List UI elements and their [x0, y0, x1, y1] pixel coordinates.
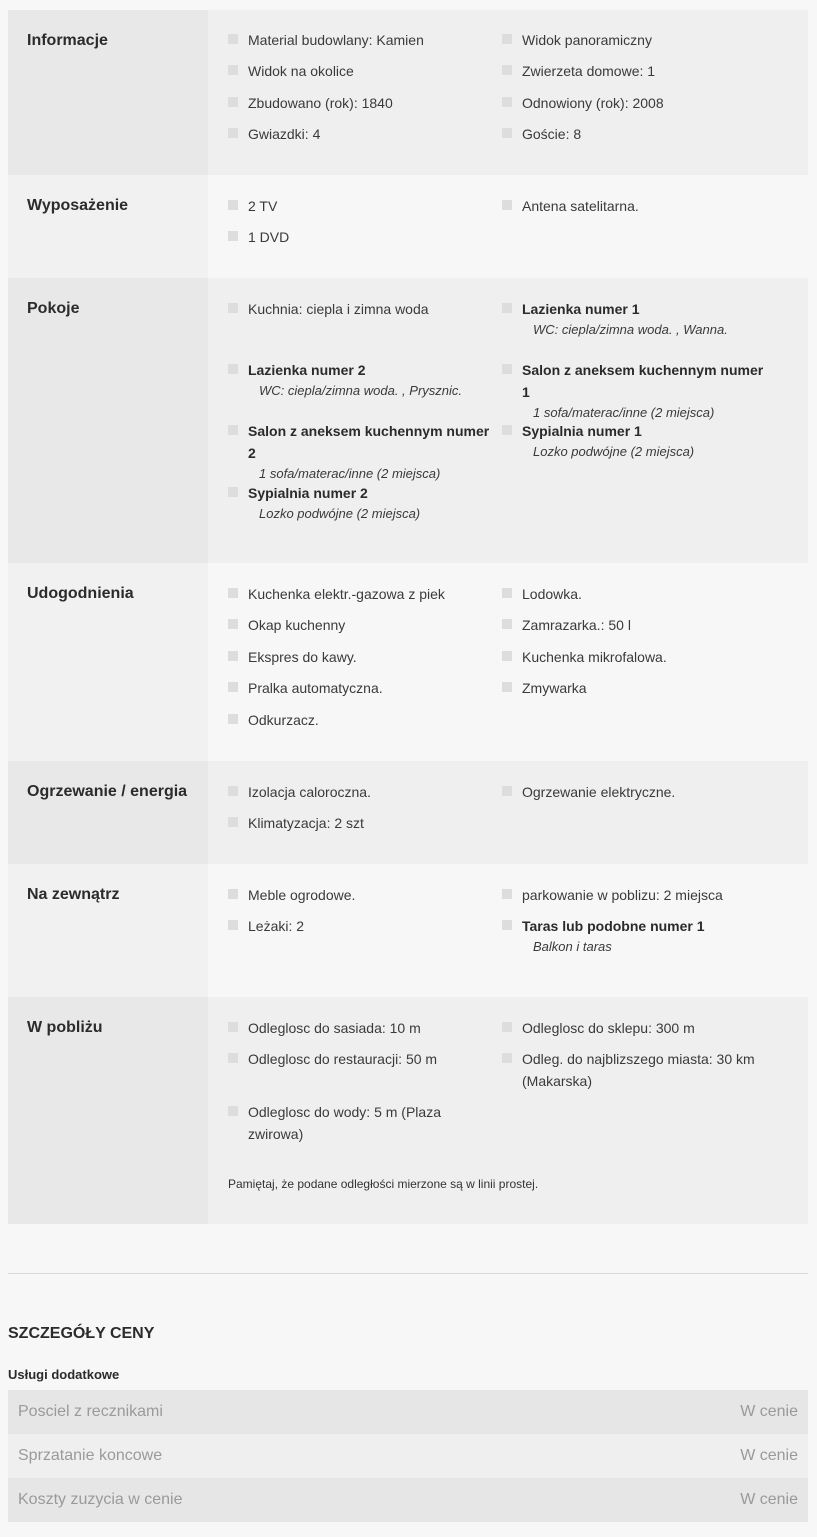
- price-row: [8, 1478, 808, 1522]
- bullet-icon: [502, 128, 512, 138]
- section-udogodnienia: [8, 563, 808, 761]
- list-item: Zwierzeta domowe: 1: [502, 60, 772, 82]
- list-item: Pralka automatyczna.: [228, 677, 498, 699]
- bullet-icon: [228, 231, 238, 241]
- bullet-icon: [228, 97, 238, 107]
- section-label: W pobliżu: [8, 997, 208, 1224]
- list-item: Zmywarka: [502, 677, 772, 699]
- list-item: Goście: 8: [502, 123, 772, 145]
- bullet-icon: [228, 714, 238, 724]
- list-item: Sypialnia numer 2 Lozko podwójne (2 miejsca): [228, 482, 498, 524]
- bullet-icon: [228, 817, 238, 827]
- list-item: Okap kuchenny: [228, 614, 498, 636]
- bullet-icon: [228, 619, 238, 629]
- bullet-icon: [502, 425, 512, 435]
- price-row-name: Sprzatanie koncowe: [18, 1447, 163, 1464]
- list-item: Sypialnia numer 1 Lozko podwójne (2 miejsca): [502, 420, 772, 462]
- bullet-icon: [228, 1106, 238, 1116]
- list-item: Odleglosc do restauracji: 50 m: [228, 1048, 498, 1070]
- bullet-icon: [502, 588, 512, 598]
- list-item: Klimatyzacja: 2 szt: [228, 812, 498, 834]
- bullet-icon: [228, 303, 238, 313]
- bullet-icon: [228, 1053, 238, 1063]
- price-row-value: W cenie: [740, 1403, 798, 1420]
- section-content: [208, 278, 808, 563]
- bullet-icon: [228, 128, 238, 138]
- bullet-icon: [502, 786, 512, 796]
- list-item: Odleglosc do sasiada: 10 m: [228, 1017, 498, 1039]
- section-ogrzewanie: [8, 761, 808, 864]
- list-item: Salon z aneksem kuchennym numer 1 1 sofa/materac/inne (2 miejsca): [502, 359, 772, 423]
- list-item: Widok na okolice: [228, 60, 498, 82]
- bullet-icon: [228, 364, 238, 374]
- list-item: Widok panoramiczny: [502, 29, 772, 51]
- bullet-icon: [228, 682, 238, 692]
- bullet-icon: [228, 786, 238, 796]
- list-item: Salon z aneksem kuchennym numer 2 1 sofa/materac/inne (2 miejsca): [228, 420, 498, 484]
- list-item: Taras lub podobne numer 1 Balkon i taras: [502, 915, 772, 957]
- bullet-icon: [228, 65, 238, 75]
- section-label: Ogrzewanie / energia: [8, 761, 208, 864]
- list-item: Kuchnia: ciepla i zimna woda: [228, 298, 498, 320]
- list-item: Gwiazdki: 4: [228, 123, 498, 145]
- divider: [8, 1273, 808, 1274]
- bullet-icon: [502, 889, 512, 899]
- bullet-icon: [228, 1022, 238, 1032]
- list-item: Odnowiony (rok): 2008: [502, 92, 772, 114]
- section-label: Udogodnienia: [8, 563, 208, 761]
- list-item: Odleglosc do wody: 5 m (Plaza zwirowa): [228, 1101, 473, 1145]
- bullet-icon: [502, 1053, 512, 1063]
- bullet-icon: [228, 200, 238, 210]
- bullet-icon: [502, 364, 512, 374]
- section-content: [208, 563, 808, 761]
- bullet-icon: [502, 1022, 512, 1032]
- bullet-icon: [228, 920, 238, 930]
- list-item: Kuchenka mikrofalowa.: [502, 646, 772, 668]
- price-row-value: W cenie: [740, 1447, 798, 1464]
- section-content: [208, 10, 808, 175]
- list-item: 2 TV: [228, 195, 498, 217]
- bullet-icon: [502, 619, 512, 629]
- price-details-title: SZCZEGÓŁY CENY: [8, 1325, 155, 1342]
- price-row-value: W cenie: [740, 1491, 798, 1508]
- distance-note: Pamiętaj, że podane odległości mierzone są w linii prostej.: [228, 1177, 539, 1191]
- section-label: Wyposażenie: [8, 175, 208, 278]
- list-item: Meble ogrodowe.: [228, 884, 498, 906]
- list-item: Material budowlany: Kamien: [228, 29, 498, 51]
- bullet-icon: [502, 34, 512, 44]
- list-item: Odleg. do najblizszego miasta: 30 km (Makarska): [502, 1048, 772, 1092]
- list-item: Antena satelitarna.: [502, 195, 772, 217]
- list-item: Ogrzewanie elektryczne.: [502, 781, 772, 803]
- bullet-icon: [502, 651, 512, 661]
- list-item: 1 DVD: [228, 226, 498, 248]
- list-item: Kuchenka elektr.-gazowa z piek: [228, 583, 498, 605]
- section-content: [208, 175, 808, 278]
- price-row-name: Koszty zuzycia w cenie: [18, 1491, 183, 1508]
- extra-services-heading: Usługi dodatkowe: [8, 1367, 120, 1382]
- list-item: Zbudowano (rok): 1840: [228, 92, 498, 114]
- price-row-name: Posciel z recznikami: [18, 1403, 163, 1420]
- list-item: Leżaki: 2: [228, 915, 498, 937]
- list-item: Odleglosc do sklepu: 300 m: [502, 1017, 772, 1039]
- section-label: Informacje: [8, 10, 208, 175]
- price-row: [8, 1390, 808, 1434]
- section-informacje: [8, 10, 808, 175]
- section-content: [208, 864, 808, 997]
- bullet-icon: [228, 34, 238, 44]
- bullet-icon: [502, 200, 512, 210]
- list-item: Ekspres do kawy.: [228, 646, 498, 668]
- bullet-icon: [228, 651, 238, 661]
- section-label: Pokoje: [8, 278, 208, 563]
- list-item: parkowanie w poblizu: 2 miejsca: [502, 884, 772, 906]
- bullet-icon: [502, 303, 512, 313]
- list-item: Lazienka numer 2 WC: ciepla/zimna woda. , Prysznic.: [228, 359, 498, 401]
- list-item: Lazienka numer 1 WC: ciepla/zimna woda. , Wanna.: [502, 298, 772, 340]
- bullet-icon: [502, 65, 512, 75]
- section-wyposazenie: [8, 175, 808, 278]
- list-item: Odkurzacz.: [228, 709, 498, 731]
- section-w-poblizu: [8, 997, 808, 1224]
- bullet-icon: [502, 97, 512, 107]
- section-content: [208, 997, 808, 1224]
- section-label: Na zewnątrz: [8, 864, 208, 997]
- bullet-icon: [228, 425, 238, 435]
- bullet-icon: [228, 889, 238, 899]
- list-item: Lodowka.: [502, 583, 772, 605]
- bullet-icon: [228, 588, 238, 598]
- list-item: Zamrazarka.: 50 l: [502, 614, 772, 636]
- section-pokoje: [8, 278, 808, 563]
- bullet-icon: [502, 682, 512, 692]
- bullet-icon: [502, 920, 512, 930]
- price-row: [8, 1434, 808, 1478]
- section-content: [208, 761, 808, 864]
- section-na-zewnatrz: [8, 864, 808, 997]
- bullet-icon: [228, 487, 238, 497]
- list-item: Izolacja caloroczna.: [228, 781, 498, 803]
